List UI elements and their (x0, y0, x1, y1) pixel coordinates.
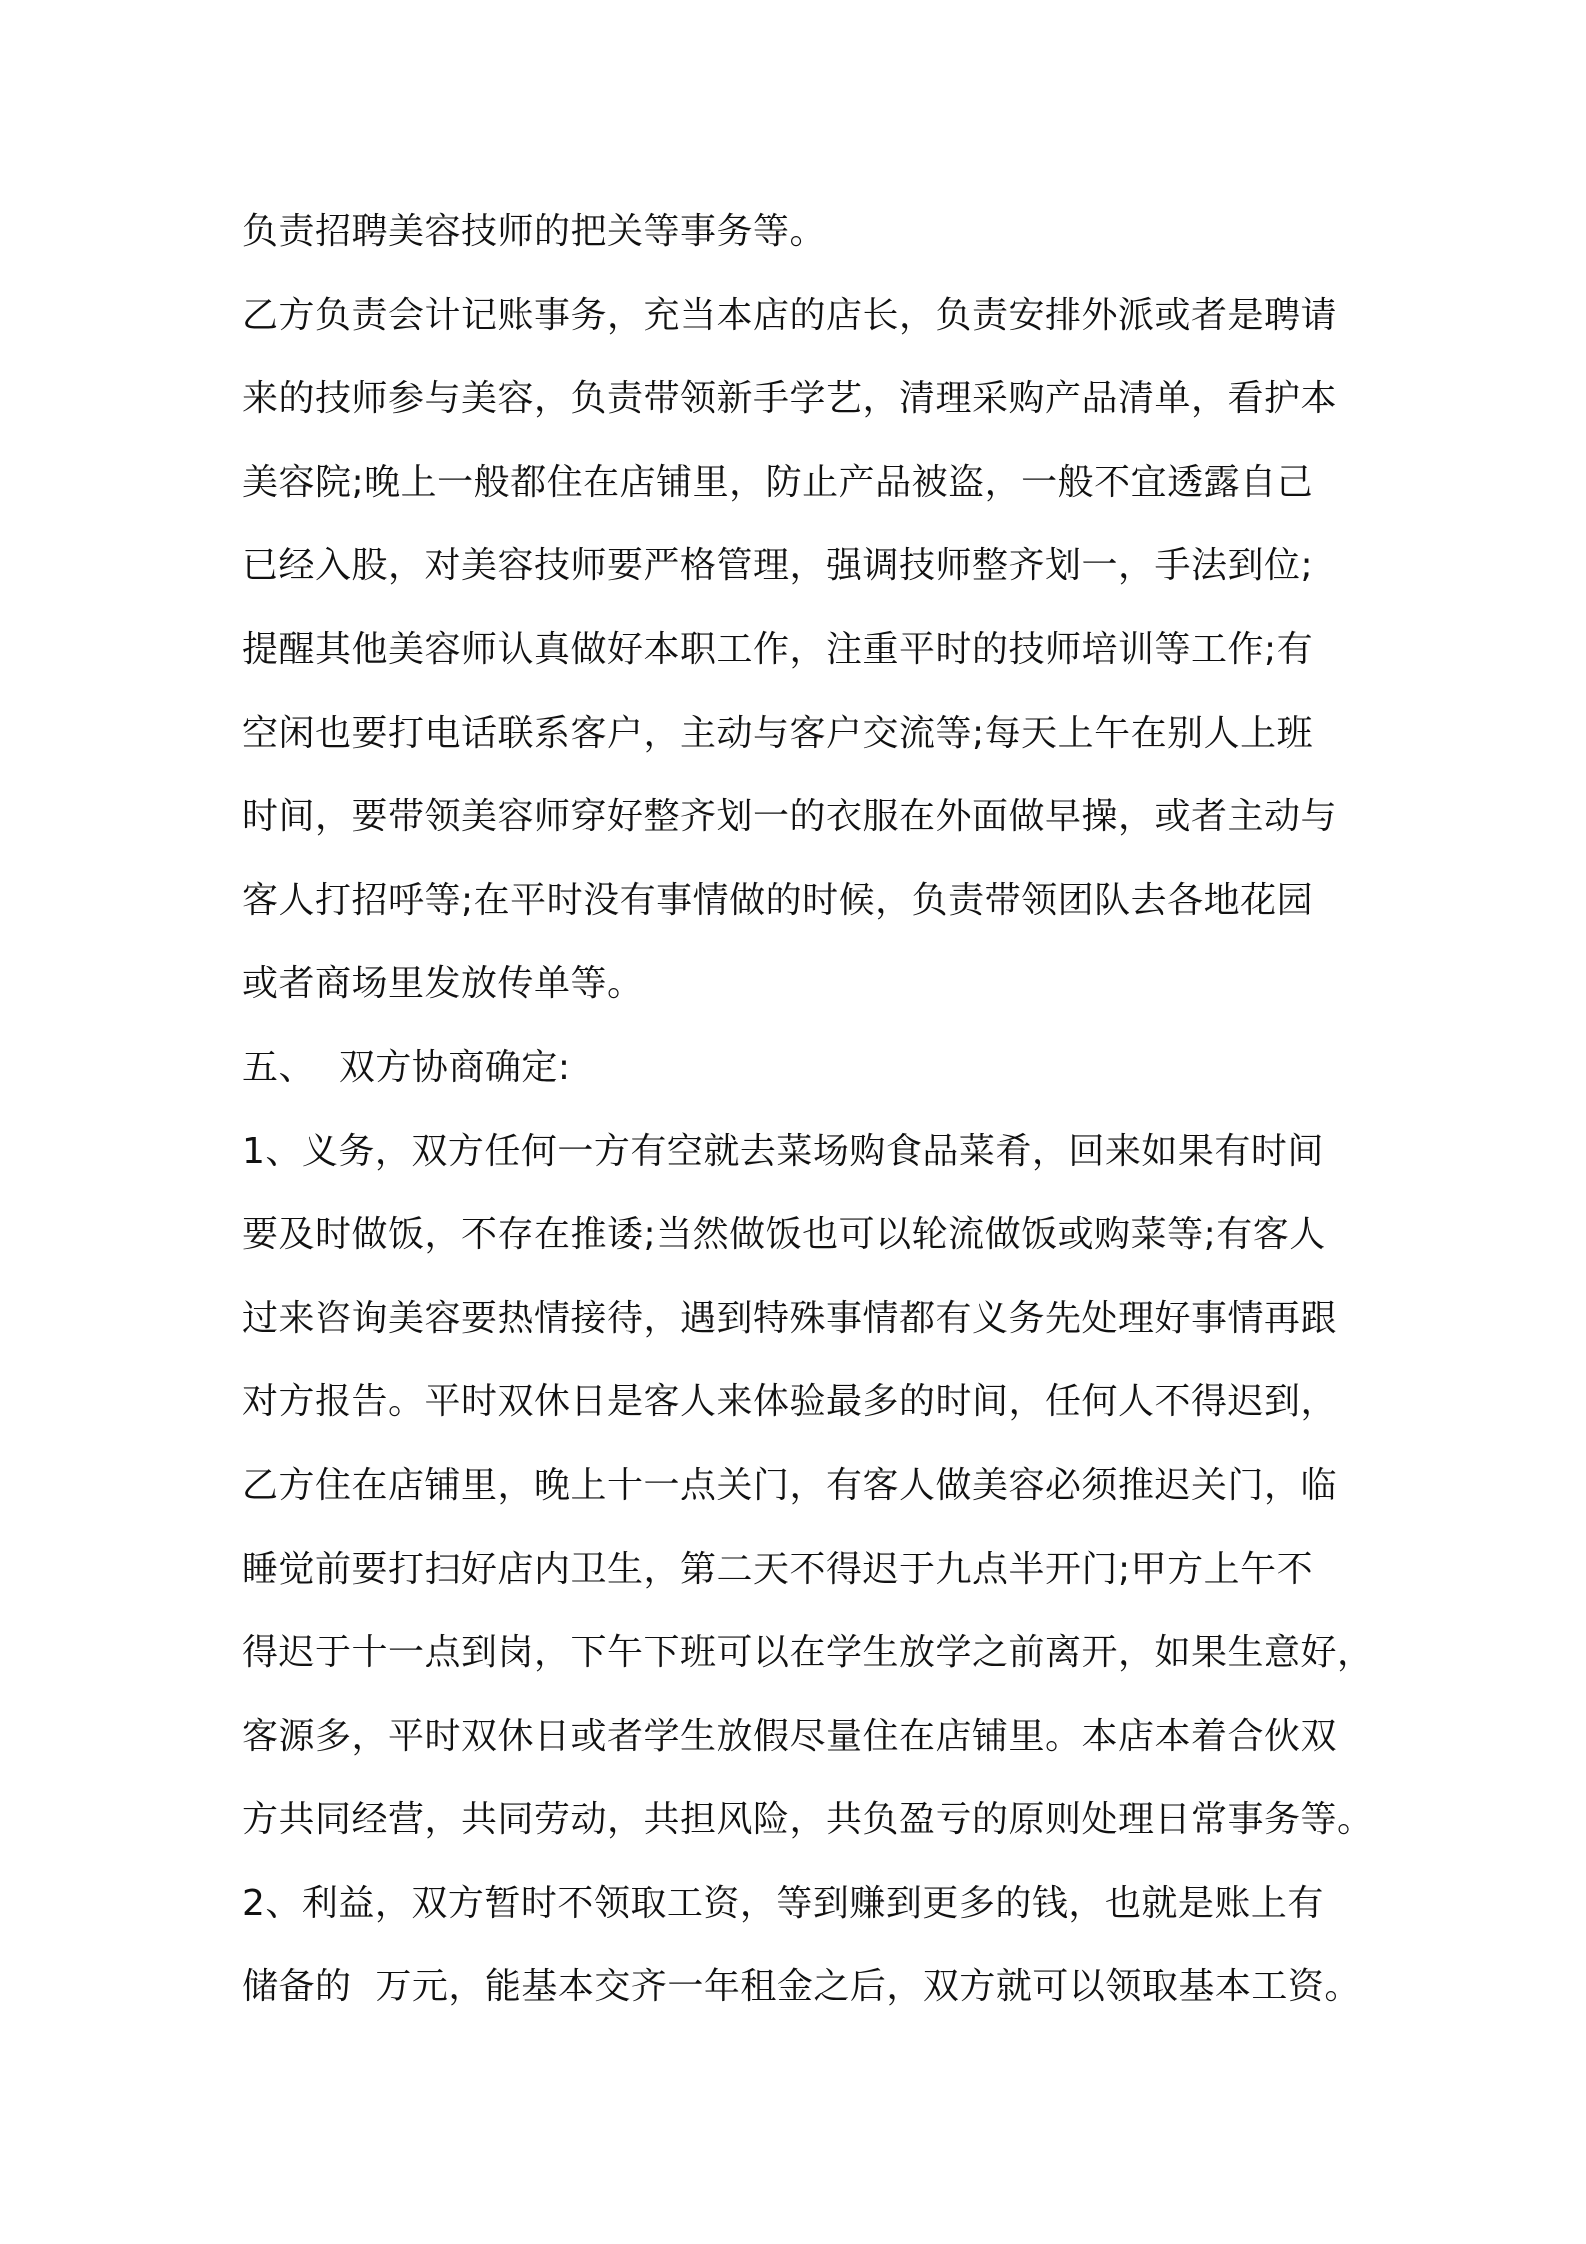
section-heading: 五、 双方协商确定: (242, 1046, 571, 1088)
document-body (242, 190, 1374, 2029)
text-line: 2、利益，双方暂时不领取工资，等到赚到更多的钱，也就是账上有 (242, 1882, 1324, 1924)
text-line: 时间，要带领美容师穿好整齐划一的衣服在外面做早操，或者主动与 (242, 796, 1338, 838)
text-line: 对方报告。平时双休日是客人来体验最多的时间，任何人不得迟到， (242, 1381, 1338, 1423)
text-line: 客人打招呼等;在平时没有事情做的时候，负责带领团队去各地花园 (242, 879, 1314, 921)
text-line: 已经入股，对美容技师要严格管理，强调技师整齐划一，手法到位; (242, 545, 1314, 587)
text-line: 睡觉前要打扫好店内卫生，第二天不得迟于九点半开门;甲方上午不 (242, 1548, 1314, 1590)
text-line: 方共同经营，共同劳动，共担风险，共负盈亏的原则处理日常事务等。 (242, 1799, 1374, 1841)
text-line: 1、义务，双方任何一方有空就去菜场购食品菜肴，回来如果有时间 (242, 1130, 1324, 1172)
text-line: 来的技师参与美容，负责带领新手学艺，清理采购产品清单，看护本 (242, 378, 1338, 420)
text-line: 负责招聘美容技师的把关等事务等。 (242, 211, 827, 252)
text-line: 客源多，平时双休日或者学生放假尽量住在店铺里。本店本着合伙双 (242, 1715, 1338, 1757)
text-line: 要及时做饭，不存在推诿;当然做饭也可以轮流做饭或购菜等;有客人 (242, 1214, 1326, 1256)
text-line: 空闲也要打电话联系客户，主动与客户交流等;每天上午在别人上班 (242, 712, 1314, 754)
text-line: 过来咨询美容要热情接待，遇到特殊事情都有义务先处理好事情再跟 (242, 1297, 1338, 1339)
text-line: 储备的 万元，能基本交齐一年租金之后，双方就可以领取基本工资。 (242, 1966, 1361, 2008)
text-line: 乙方住在店铺里，晚上十一点关门，有客人做美容必须推迟关门，临 (242, 1464, 1338, 1506)
text-line: 提醒其他美容师认真做好本职工作，注重平时的技师培训等工作;有 (242, 628, 1314, 670)
text-line: 乙方负责会计记账事务，充当本店的店长，负责安排外派或者是聘请 (242, 294, 1338, 336)
text-line: 得迟于十一点到岗，下午下班可以在学生放学之前离开，如果生意好， (242, 1632, 1374, 1674)
text-line: 美容院;晚上一般都住在店铺里，防止产品被盗，一般不宜透露自己 (242, 461, 1314, 503)
text-line: 或者商场里发放传单等。 (242, 963, 644, 1005)
